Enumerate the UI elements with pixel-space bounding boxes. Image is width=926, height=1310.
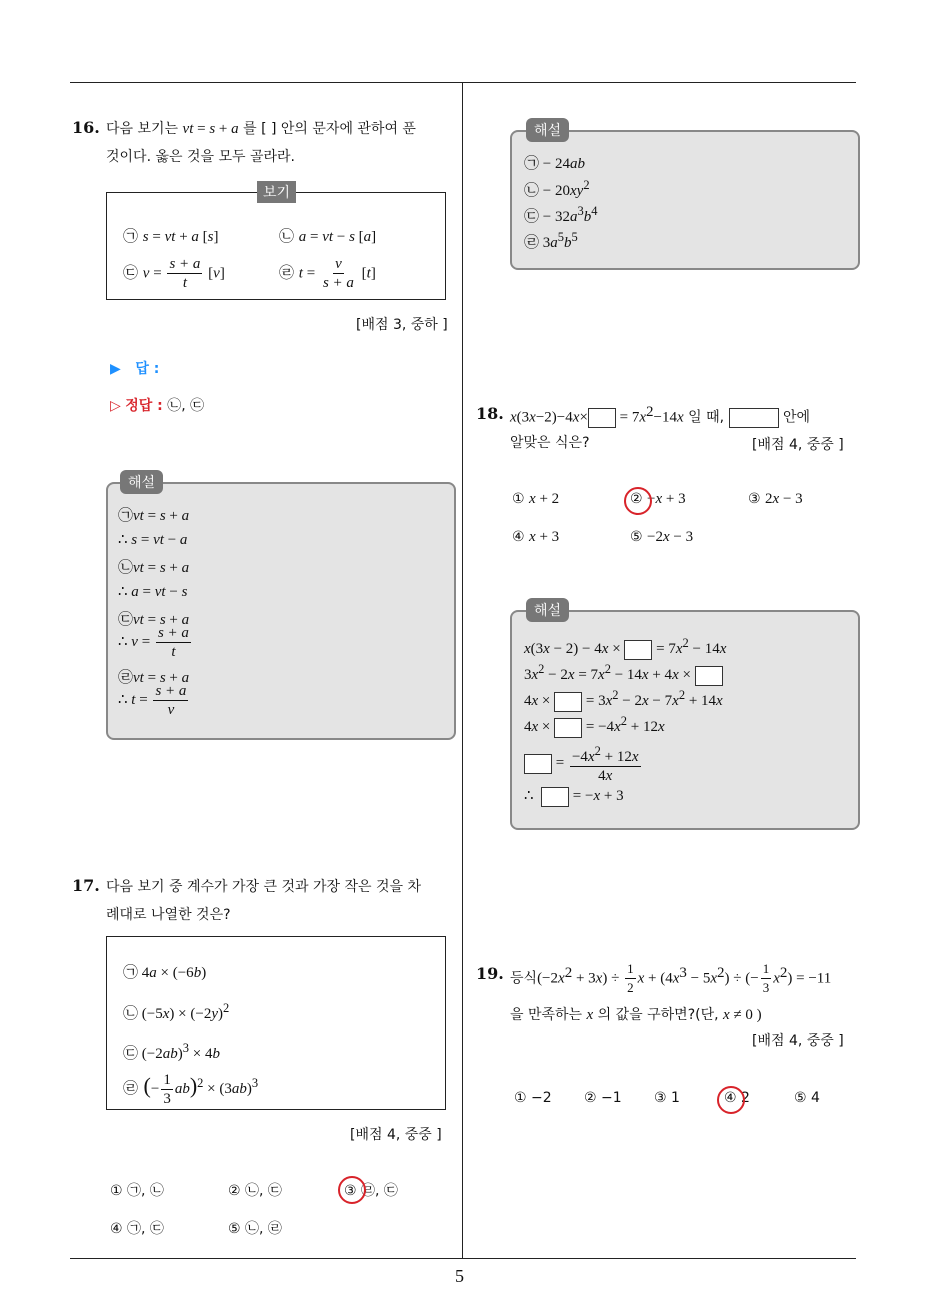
answer-row: ▶ 답 : [110, 361, 160, 377]
example-item: ㉢ v = $\frac{s + a}{t}$ [v] [123, 256, 225, 291]
solution-line: ∴ v = $\frac{s + a}{t}$ [118, 625, 189, 660]
solution-line: ㉡ − $20xy^2$ [524, 178, 590, 199]
example-item: ㉣ t = $\frac{v}{s + a}$ [t] [279, 256, 376, 291]
correct-choice-circle [717, 1086, 745, 1114]
solution-line: ㉠ − 24ab [524, 154, 585, 172]
solution-line: $3x^2 - 2x = 7x^2 - 14x + 4x$ × [524, 662, 723, 686]
solution-box [510, 123, 860, 270]
choice-1[interactable]: ① x + 2 [512, 491, 560, 507]
top-rule [70, 82, 856, 83]
triangle-icon: ▷ [110, 398, 121, 414]
solution-label: 해설 [120, 470, 163, 494]
play-icon: ▶ [110, 361, 121, 377]
column-divider [462, 82, 463, 1259]
solution-line: ㉡vt = s + a [118, 558, 190, 576]
choice-1[interactable]: ① ㉠, ㉡ [110, 1183, 164, 1199]
question-number: 17. [72, 876, 100, 895]
question-text-line2: 알맞은 식은? [510, 435, 590, 451]
solution-line: ㉢ − $32a^3b^4$ [524, 204, 598, 225]
choice-1[interactable]: ① −2 [514, 1090, 552, 1106]
bottom-rule [70, 1258, 856, 1259]
example-box [106, 936, 446, 1110]
solution-line: x(3x − 2) − 4x × = $7x^2 - 14x$ [524, 636, 726, 660]
choice-5[interactable]: ⑤ 4 [794, 1090, 820, 1106]
choice-5[interactable]: ⑤ ㉡, ㉣ [228, 1221, 282, 1237]
question-text: 다음 보기는 vt = s + a 를 [ ] 안의 문자에 관하여 푼 [106, 121, 416, 137]
choice-4[interactable]: ④ x + 3 [512, 529, 560, 545]
question-number: 16. [72, 118, 100, 137]
choice-3[interactable]: ③ 2x − 3 [748, 491, 803, 507]
solution-line: 4x × = $-4x^2 + 12x$ [524, 714, 665, 738]
example-box-label: 보기 [257, 181, 296, 203]
example-box [106, 185, 446, 300]
answer-blank [729, 408, 779, 428]
example-item: ㉣ (− $\frac{1}{3}$ $ab)^2 \times (3ab)^3$ [123, 1072, 259, 1107]
solution-box [510, 603, 860, 830]
question-text-line2: 것이다. 옳은 것을 모두 골라라. [106, 149, 295, 165]
question-number: 18. [476, 404, 504, 423]
answer-blank [588, 408, 616, 428]
solution-line: ㉣vt = s + a [118, 668, 190, 686]
choice-2[interactable]: ② −1 [584, 1090, 622, 1106]
choice-2[interactable]: ② ㉡, ㉢ [228, 1183, 282, 1199]
solution-label: 해설 [526, 598, 569, 622]
question-text: 등식$(-2x^2 + 3x)$ ÷ $\frac{1}{2}$ $x + (4x^3 - 5x^2)$ ÷ (− $\frac{1}{3}$ $x^2) = -11$ [510, 961, 832, 995]
score: [배점 4, 중중 ] [350, 1127, 442, 1143]
question-text: $x(3x-2)-4x\times = 7x^2-14x$ 일 때, 안에 [510, 404, 811, 426]
choice-3[interactable]: ③ 1 [654, 1090, 680, 1106]
choice-3[interactable]: ③ ㉣, ㉢ [344, 1183, 398, 1199]
choice-4[interactable]: ④ ㉠, ㉢ [110, 1221, 164, 1237]
example-item: ㉡ a = vt − s [a] [279, 227, 377, 245]
question-text-line2: 례대로 나열한 것은? [106, 907, 231, 923]
solution-line: ㉣ $3a^5b^5$ [524, 230, 578, 251]
solution-line: ∴ a = vt − s [118, 584, 188, 600]
solution-line: ㉢vt = s + a [118, 610, 190, 628]
solution-line: ∴ t = $\frac{s + a}{v}$ [118, 683, 187, 718]
choice-2[interactable]: ② −x + 3 [630, 491, 686, 507]
choice-4[interactable]: ④ 2 [724, 1090, 750, 1106]
page-number: 5 [455, 1266, 464, 1286]
question-text: 다음 보기 중 계수가 가장 큰 것과 가장 작은 것을 차 [106, 879, 421, 895]
solution-line: ∴ s = vt − a [118, 532, 188, 548]
question-text-line2: 을 만족하는 x 의 값을 구하면?(단, x ≠ 0 ) [510, 1007, 762, 1023]
example-item: ㉠ 4a × (−6b) [123, 963, 207, 981]
example-item: ㉡ $(-5x) \times (-2y)^2$ [123, 1001, 230, 1022]
solution-label: 해설 [526, 118, 569, 142]
solution-line: ㉠vt = s + a [118, 506, 190, 524]
correct-choice-circle [624, 487, 652, 515]
correct-choice-circle [338, 1176, 366, 1204]
correct-answer-row: ▷ 정답 : ㉡, ㉢ [110, 398, 205, 414]
question-number: 19. [476, 964, 504, 983]
solution-box [106, 475, 456, 740]
score: [배점 4, 중중 ] [752, 437, 844, 453]
score: [배점 3, 중하 ] [356, 317, 448, 333]
example-item: ㉢ $(-2ab)^3 \times 4b$ [123, 1041, 220, 1062]
solution-line: = $\frac{-4x^2 + 12x}{4x}$ [524, 742, 643, 785]
score: [배점 4, 중중 ] [752, 1033, 844, 1049]
example-item: ㉠ s = vt + a [s] [123, 227, 219, 245]
solution-line: ∴ = −x + 3 [524, 786, 624, 807]
choice-5[interactable]: ⑤ −2x − 3 [630, 529, 694, 545]
solution-line: 4x × = $3x^2 - 2x - 7x^2 + 14x$ [524, 688, 723, 712]
